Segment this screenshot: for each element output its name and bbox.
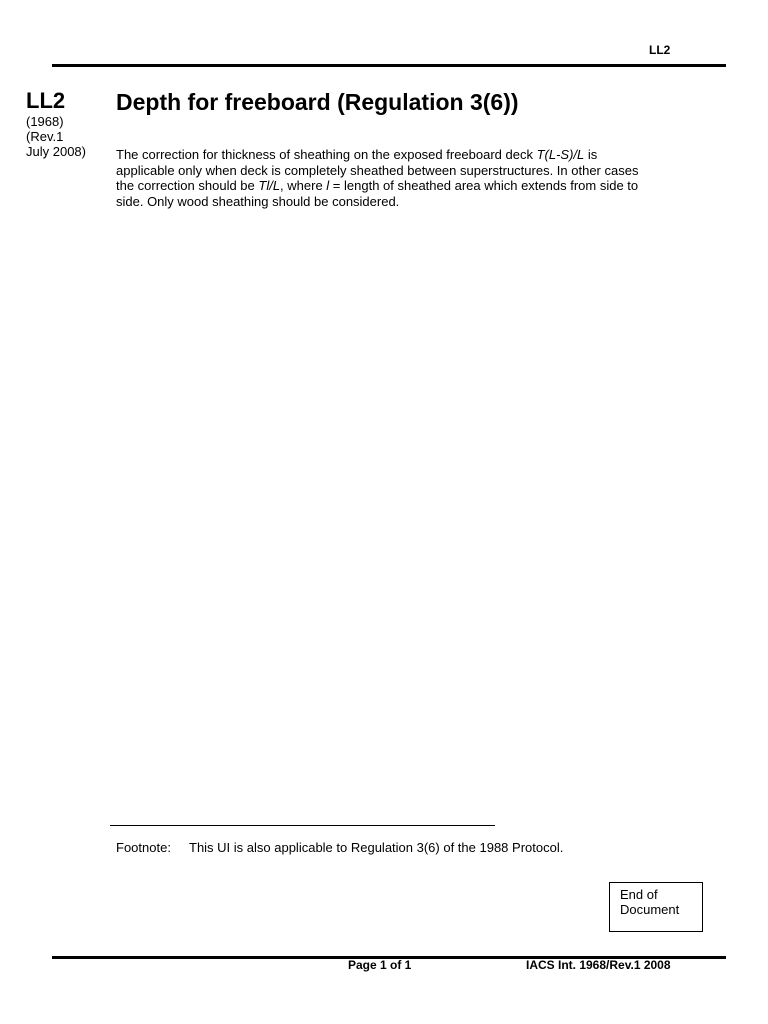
body-formula: Tl/L bbox=[258, 178, 281, 193]
page-title: Depth for freeboard (Regulation 3(6)) bbox=[116, 89, 519, 115]
sidebar-revision-date: July 2008) bbox=[26, 144, 86, 159]
end-box-line-1: End of bbox=[620, 887, 658, 902]
sidebar-revision: (Rev.1 bbox=[26, 129, 64, 144]
body-text-segment: = length of sheathed area which extends from side to bbox=[329, 178, 639, 193]
body-text-segment: is bbox=[584, 147, 598, 162]
body-line-1 bbox=[116, 147, 696, 163]
body-line-3 bbox=[116, 178, 696, 194]
body-paragraph bbox=[116, 147, 696, 209]
footnote bbox=[116, 840, 563, 855]
body-line-2: applicable only when deck is completely sheathed between superstructures. In other cases bbox=[116, 162, 639, 178]
body-text-segment: the correction should be bbox=[116, 178, 259, 193]
header-divider bbox=[52, 64, 726, 67]
body-text-segment: The correction for thickness of sheathing on the exposed freeboard deck bbox=[116, 147, 537, 162]
document-sidebar bbox=[26, 88, 116, 159]
sidebar-document-code: LL2 bbox=[26, 88, 66, 113]
page-number: Page 1 of 1 bbox=[348, 958, 412, 972]
header-document-code: LL2 bbox=[649, 43, 671, 57]
footnote-label: Footnote: bbox=[116, 840, 171, 855]
end-box-line-2: Document bbox=[620, 902, 680, 917]
document-reference: IACS Int. 1968/Rev.1 2008 bbox=[526, 958, 671, 972]
end-of-document-box bbox=[609, 882, 703, 932]
footnote-text: This UI is also applicable to Regulation 3(6) of the 1988 Protocol. bbox=[189, 840, 564, 855]
footnote-divider bbox=[110, 825, 495, 826]
body-variable: l bbox=[326, 178, 330, 193]
body-line-4: side. Only wood sheathing should be considered. bbox=[116, 193, 400, 209]
sidebar-year: (1968) bbox=[26, 114, 64, 129]
body-text-segment: , where bbox=[280, 178, 327, 193]
body-formula: T(L-S)/L bbox=[536, 147, 585, 162]
